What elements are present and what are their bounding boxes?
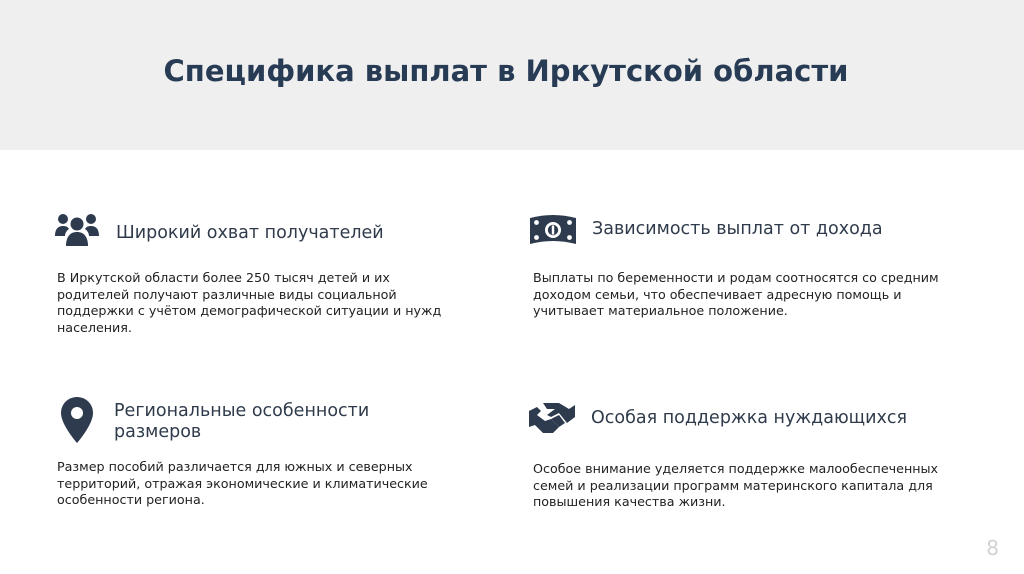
page-number: 8	[986, 536, 999, 560]
block-title: Особая поддержка нуждающихся	[591, 408, 908, 428]
map-marker-icon	[61, 397, 93, 443]
block-title: Зависимость выплат от дохода	[592, 219, 883, 239]
handshake-icon	[529, 401, 575, 435]
block-description: Особое внимание уделяется поддержке малообеспеченных семей и реализации программ материнского капитала для повышения качества жизни.	[533, 461, 939, 509]
banknote-icon	[530, 214, 576, 246]
slide-title: Специфика выплат в Иркутской области	[163, 54, 849, 88]
block-description: Размер пособий различается для южных и северных территорий, отражая экономические и климатические особенности региона.	[57, 459, 428, 507]
block-title: Широкий охват получателей	[116, 223, 384, 243]
people-group-icon	[54, 210, 100, 250]
block-description: В Иркутской области более 250 тысяч детей и их родителей получают различные виды социальной поддержки с учётом демографической ситуации и нужд населения.	[57, 270, 442, 335]
block-title: Региональные особенности размеров	[114, 401, 370, 442]
block-description: Выплаты по беременности и родам соотносятся со средним доходом семьи, что обеспечивает адресную помощь и учитывает материальное положение.	[533, 270, 939, 318]
